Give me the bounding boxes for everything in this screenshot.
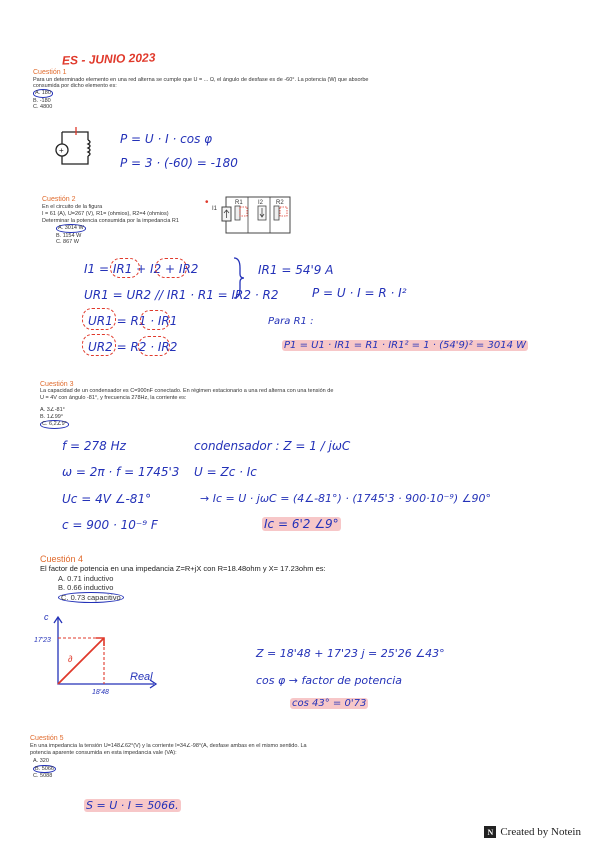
q3-eq-frequency: f = 278 Hz [62, 439, 126, 453]
q1-option-b: B. -180 [33, 97, 51, 104]
q3-eq-current-derivation: → Ic = U · jωC = (4∠-81°) · (1745'3 · 900·10⁻⁹) ∠90° [200, 492, 491, 505]
q2-statement-line3: Determinar la potencia consumida por la impedancia R1 [42, 218, 179, 224]
q4-heading: Cuestión 4 [40, 554, 84, 564]
q3-eq-ohm-law: U = Zc · Ic [194, 465, 257, 479]
q2-diagram-label-r2: R2 [276, 200, 284, 206]
q2-options [56, 224, 86, 246]
q1-option-c: C. 4800 [33, 104, 53, 110]
q2-circuit-diagram [212, 193, 296, 241]
page-title: ES - JUNIO 2023 [61, 50, 156, 68]
q3-option-c [40, 420, 69, 429]
q5-option-c: C. 5088 [33, 773, 53, 779]
q4-eq-impedance: Z = 18'48 + 17'23 j = 25'26 ∠43° [256, 647, 445, 660]
q4-axis-y-label: c [44, 612, 49, 622]
q1-eq-result: P = 3 · (-60) = -180 [120, 156, 238, 170]
notein-logo-icon: N [484, 826, 496, 838]
q2-diagram-label-r1: R1 [235, 200, 243, 206]
q2-margin-mark: • [205, 197, 209, 208]
q3-option-a: A. 3∠-81° [40, 407, 65, 413]
q1-option-a [33, 89, 53, 98]
q2-eq-power-formula: P = U · I = R · I² [312, 286, 407, 300]
q1-options [33, 89, 53, 111]
q4-tick-x: 18'48 [92, 689, 109, 696]
q5-option-b [33, 765, 56, 774]
q4-angle-mark: ∂ [68, 654, 73, 664]
q2-highlight-ir1 [110, 258, 140, 278]
q2-eq-result: P1 = U1 · IR1 = R1 · IR1² = 1 · (54'9)² = 3014 W [284, 340, 526, 351]
q2-answer-circle: A. 3014 W [58, 225, 84, 231]
q3-options [40, 407, 69, 429]
q5-option-a: A. 320 [33, 758, 49, 764]
q2-statement-line2: I = 61 (A), U=267 (V), R1= (ohmios), R2=4 (ohmios) [42, 211, 169, 217]
q2-diagram-label-i1: I1 [212, 206, 218, 212]
q5-statement-line1: En una impedancia la tensión U=148∠62°(V) y la corriente I=34∠-98°(A, desfase ambas en el mismo sentido. La [30, 743, 307, 749]
q2-eq-voltage-equality: UR1 = UR2 // IR1 · R1 = IR2 · R2 [84, 288, 279, 302]
q1-statement-line1: Para un determinado elemento en una red alterna se cumple que U = ... Ω, el ángulo de desfase es de -60°. La potencia (W) que absorbe [33, 77, 369, 83]
q3-option-b: B. 1∠99° [40, 413, 64, 420]
q2-eq-ir1-value: IR1 = 54'9 A [258, 263, 334, 277]
q2-option-b: B. 1154 W [56, 232, 82, 239]
q4-axis-x-label: Real [130, 671, 153, 683]
q2-highlight-ir1-b [140, 310, 170, 330]
q5-answer-circle: B. 5066 [35, 765, 54, 772]
q5-statement-line2: potencia aparente consumida en esta impedancia vale (VA): [30, 750, 177, 756]
q1-answer-circle: A. 180 [35, 90, 51, 96]
q4-option-c [58, 592, 124, 603]
q2-diagram-label-i2: I2 [258, 200, 264, 206]
q1-heading: Cuestión 1 [33, 69, 67, 76]
q4-tick-y: 17'23 [34, 637, 51, 644]
q2-eq-for-r1: Para R1 : [268, 316, 314, 327]
q3-eq-omega: ω = 2π · f = 1745'3 [62, 465, 180, 479]
q2-highlight-ur1 [82, 308, 116, 330]
q4-eq-result: cos 43° = 0'73 [292, 698, 367, 709]
q4-eq-power-factor: cos φ → factor de potencia [256, 674, 403, 687]
q5-heading: Cuestión 5 [30, 735, 64, 742]
q3-statement-line2: U = 4V con ángulo -81°, y frecuencia 278Hz, la corriente es: [40, 395, 187, 401]
q2-option-c: C. 867 W [56, 239, 79, 245]
q4-option-b: B. 0.66 inductivo [58, 583, 114, 592]
q2-curly-brace [232, 256, 246, 300]
q3-eq-capacitance: c = 900 · 10⁻⁹ F [62, 518, 158, 532]
q5-options [33, 758, 56, 780]
q2-eq-ur1: UR1 = R1 · IR1 [88, 314, 178, 328]
q3-eq-voltage: Uc = 4V ∠-81° [62, 492, 152, 506]
q3-eq-capacitor-impedance: condensador : Z = 1 / jωC [194, 439, 351, 453]
q4-impedance-triangle [34, 614, 164, 700]
q2-option-a [56, 224, 86, 233]
q2-highlight-ir2-b [138, 336, 170, 356]
q3-statement-line1: La capacidad de un condensador es C=900nF conectado. En régimen estacionario a una red alterna con una tensión de [40, 388, 334, 394]
q3-answer-circle: C. 6,2∠9° [42, 421, 67, 427]
svg-text:+: + [59, 146, 64, 155]
q2-statement-line1: En el circuito de la figura [42, 204, 103, 210]
q2-highlight-ur2 [82, 334, 116, 356]
q2-eq-ur2: UR2 = R2 · IR2 [88, 340, 178, 354]
q1-statement-line2: consumida por dicho elemento es: [33, 83, 117, 89]
q3-eq-result: Ic = 6'2 ∠9° [264, 517, 339, 531]
q4-answer-circle: C. 0.73 capacitivo [58, 592, 124, 603]
q5-eq-result: S = U · I = 5066. [86, 799, 179, 812]
q2-highlight-ir2 [155, 258, 187, 278]
q1-eq-power-formula: P = U · I · cos φ [120, 132, 213, 146]
q4-option-a: A. 0.71 inductivo [58, 574, 114, 583]
q4-options [58, 574, 124, 603]
q4-statement: El factor de potencia en una impedancia Z=R+jX con R=18.48ohm y X= 17.23ohm es: [40, 564, 326, 573]
q3-heading: Cuestión 3 [40, 381, 74, 388]
q1-circuit-diagram [50, 122, 100, 172]
footer-branding [484, 826, 581, 838]
footer-text: Created by Notein [500, 826, 581, 838]
q2-heading: Cuestión 2 [42, 196, 76, 203]
q2-eq-current-sum: I1 = IR1 + I2 + IR2 [84, 262, 199, 276]
